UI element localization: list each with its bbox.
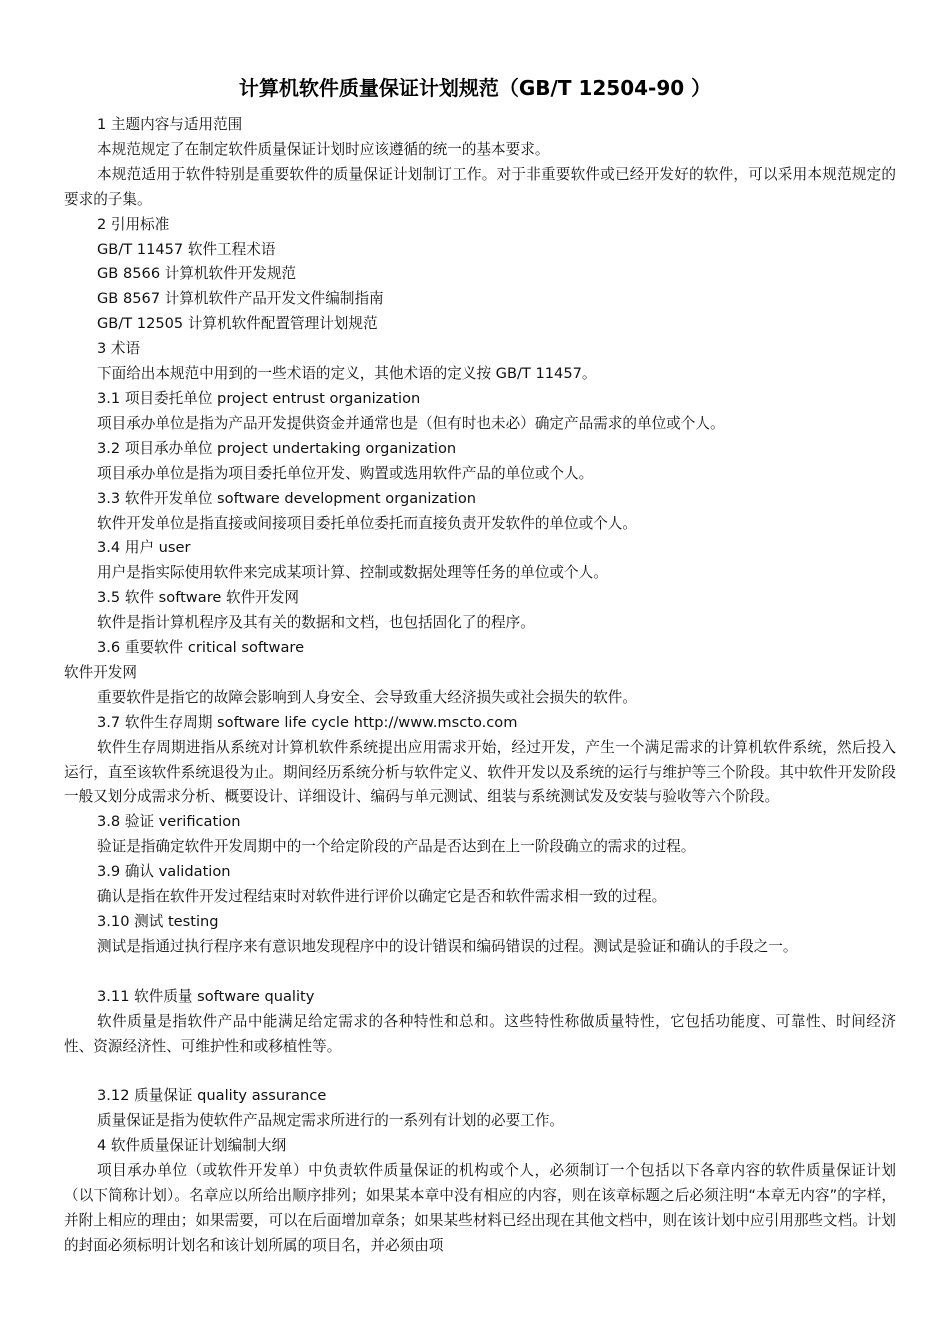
paragraph: 下面给出本规范中用到的一些术语的定义，其他术语的定义按 GB/T 11457。 <box>97 365 597 383</box>
section-heading: 4 软件质量保证计划编制大纲 <box>97 1137 287 1155</box>
term-definition: 测试是指通过执行程序来有意识地发现程序中的设计错误和编码错误的过程。测试是验证和确认的手段之一。 <box>97 937 798 955</box>
term-definition: 项目承办单位是指为项目委托单位开发、购置或选用软件产品的单位或个人。 <box>97 464 594 482</box>
term-definition: 项目承办单位是指为产品开发提供资金并通常也是（但有时也未必）确定产品需求的单位或个人。 <box>97 414 725 432</box>
term-heading: 3.8 验证 verification <box>97 813 241 831</box>
term-heading: 3.1 项目委托单位 project entrust organization <box>97 389 421 407</box>
term-heading: 3.9 确认 validation <box>97 863 231 881</box>
term-definition: 用户是指实际使用软件来完成某项计算、控制或数据处理等任务的单位或个人。 <box>97 564 608 582</box>
term-heading: 3.7 软件生存周期 software life cycle http://www.mscto.com <box>97 713 518 731</box>
section-heading: 3 术语 <box>97 340 141 358</box>
blank-line <box>64 960 896 985</box>
term-definition: 软件开发单位是指直接或间接项目委托单位委托而直接负责开发软件的单位或个人。 <box>97 514 637 532</box>
term-heading: 3.11 软件质量 software quality <box>97 987 315 1005</box>
paragraph: 项目承办单位（或软件开发单）中负责软件质量保证的机构或个人，必须制订一个包括以下各章内容的软件质量保证计划（以下简称计划）。名章应以所给出顺序排列；如果某本章中没有相应的内容，则在该章标题之后必须注明“本章无内容”的字样，并附上相应的理由；如果需要，可以在后面增加章条；如果某些材料已经出现在其他文档中，则在该计划中应引用那些文档。计划的封面必须标明计划名和该计划所属的项目名，并必须由项 <box>64 1162 896 1254</box>
paragraph: 本规范适用于软件特别是重要软件的质量保证计划制订工作。对于非重要软件或已经开发好的软件，可以采用本规范规定的要求的子集。 <box>64 165 896 208</box>
term-heading: 3.3 软件开发单位 software development organization <box>97 489 477 507</box>
term-definition: 软件生存周期进指从系统对计算机软件系统提出应用需求开始，经过开发，产生一个满足需求的计算机软件系统，然后投入运行，直至该软件系统退役为止。期间经历系统分析与软件定义、软件开发以及系统的运行与维护等三个阶段。其中软件开发阶段一般又划分成需求分析、概要设计、详细设计、编码与单元测试、组装与系统测试发及安装与验收等六个阶段。 <box>64 738 896 806</box>
watermark-text: 软件开发网 <box>64 663 137 681</box>
paragraph: 本规范规定了在制定软件质量保证计划时应该遵循的统一的基本要求。 <box>97 140 550 158</box>
term-definition: 软件是指计算机程序及其有关的数据和文档，也包括固化了的程序。 <box>97 614 535 632</box>
term-definition: 重要软件是指它的故障会影响到人身安全、会导致重大经济损失或社会损失的软件。 <box>97 688 637 706</box>
term-definition: 软件质量是指软件产品中能满足给定需求的各种特性和总和。这些特性称做质量特性，它包括功能度、可靠性、时间经济性、资源经济性、可维护性和或移植性等。 <box>64 1012 896 1055</box>
reference-item: GB/T 11457 软件工程术语 <box>97 240 276 258</box>
term-heading: 3.2 项目承办单位 project undertaking organization <box>97 439 457 457</box>
term-definition: 质量保证是指为使软件产品规定需求所进行的一系列有计划的必要工作。 <box>97 1112 565 1130</box>
document-body <box>64 113 896 1259</box>
document-title: 计算机软件质量保证计划规范（GB/T 12504-90 ） <box>238 76 712 100</box>
term-heading: 3.4 用户 user <box>97 539 191 557</box>
term-definition: 验证是指确定软件开发周期中的一个给定阶段的产品是否达到在上一阶段确立的需求的过程。 <box>97 838 696 856</box>
reference-item: GB/T 12505 计算机软件配置管理计划规范 <box>97 315 378 333</box>
reference-item: GB 8567 计算机软件产品开发文件编制指南 <box>97 290 384 308</box>
reference-item: GB 8566 计算机软件开发规范 <box>97 265 297 283</box>
term-heading: 3.12 质量保证 quality assurance <box>97 1087 327 1105</box>
term-heading: 3.6 重要软件 critical software <box>97 639 305 657</box>
section-heading: 2 引用标准 <box>97 215 170 233</box>
term-heading: 3.5 软件 software 软件开发网 <box>97 589 299 607</box>
blank-line <box>64 1059 896 1084</box>
term-heading: 3.10 测试 testing <box>97 913 219 930</box>
term-definition: 确认是指在软件开发过程结束时对软件进行评价以确定它是否和软件需求相一致的过程。 <box>97 888 667 906</box>
section-heading: 1 主题内容与适用范围 <box>97 116 243 133</box>
